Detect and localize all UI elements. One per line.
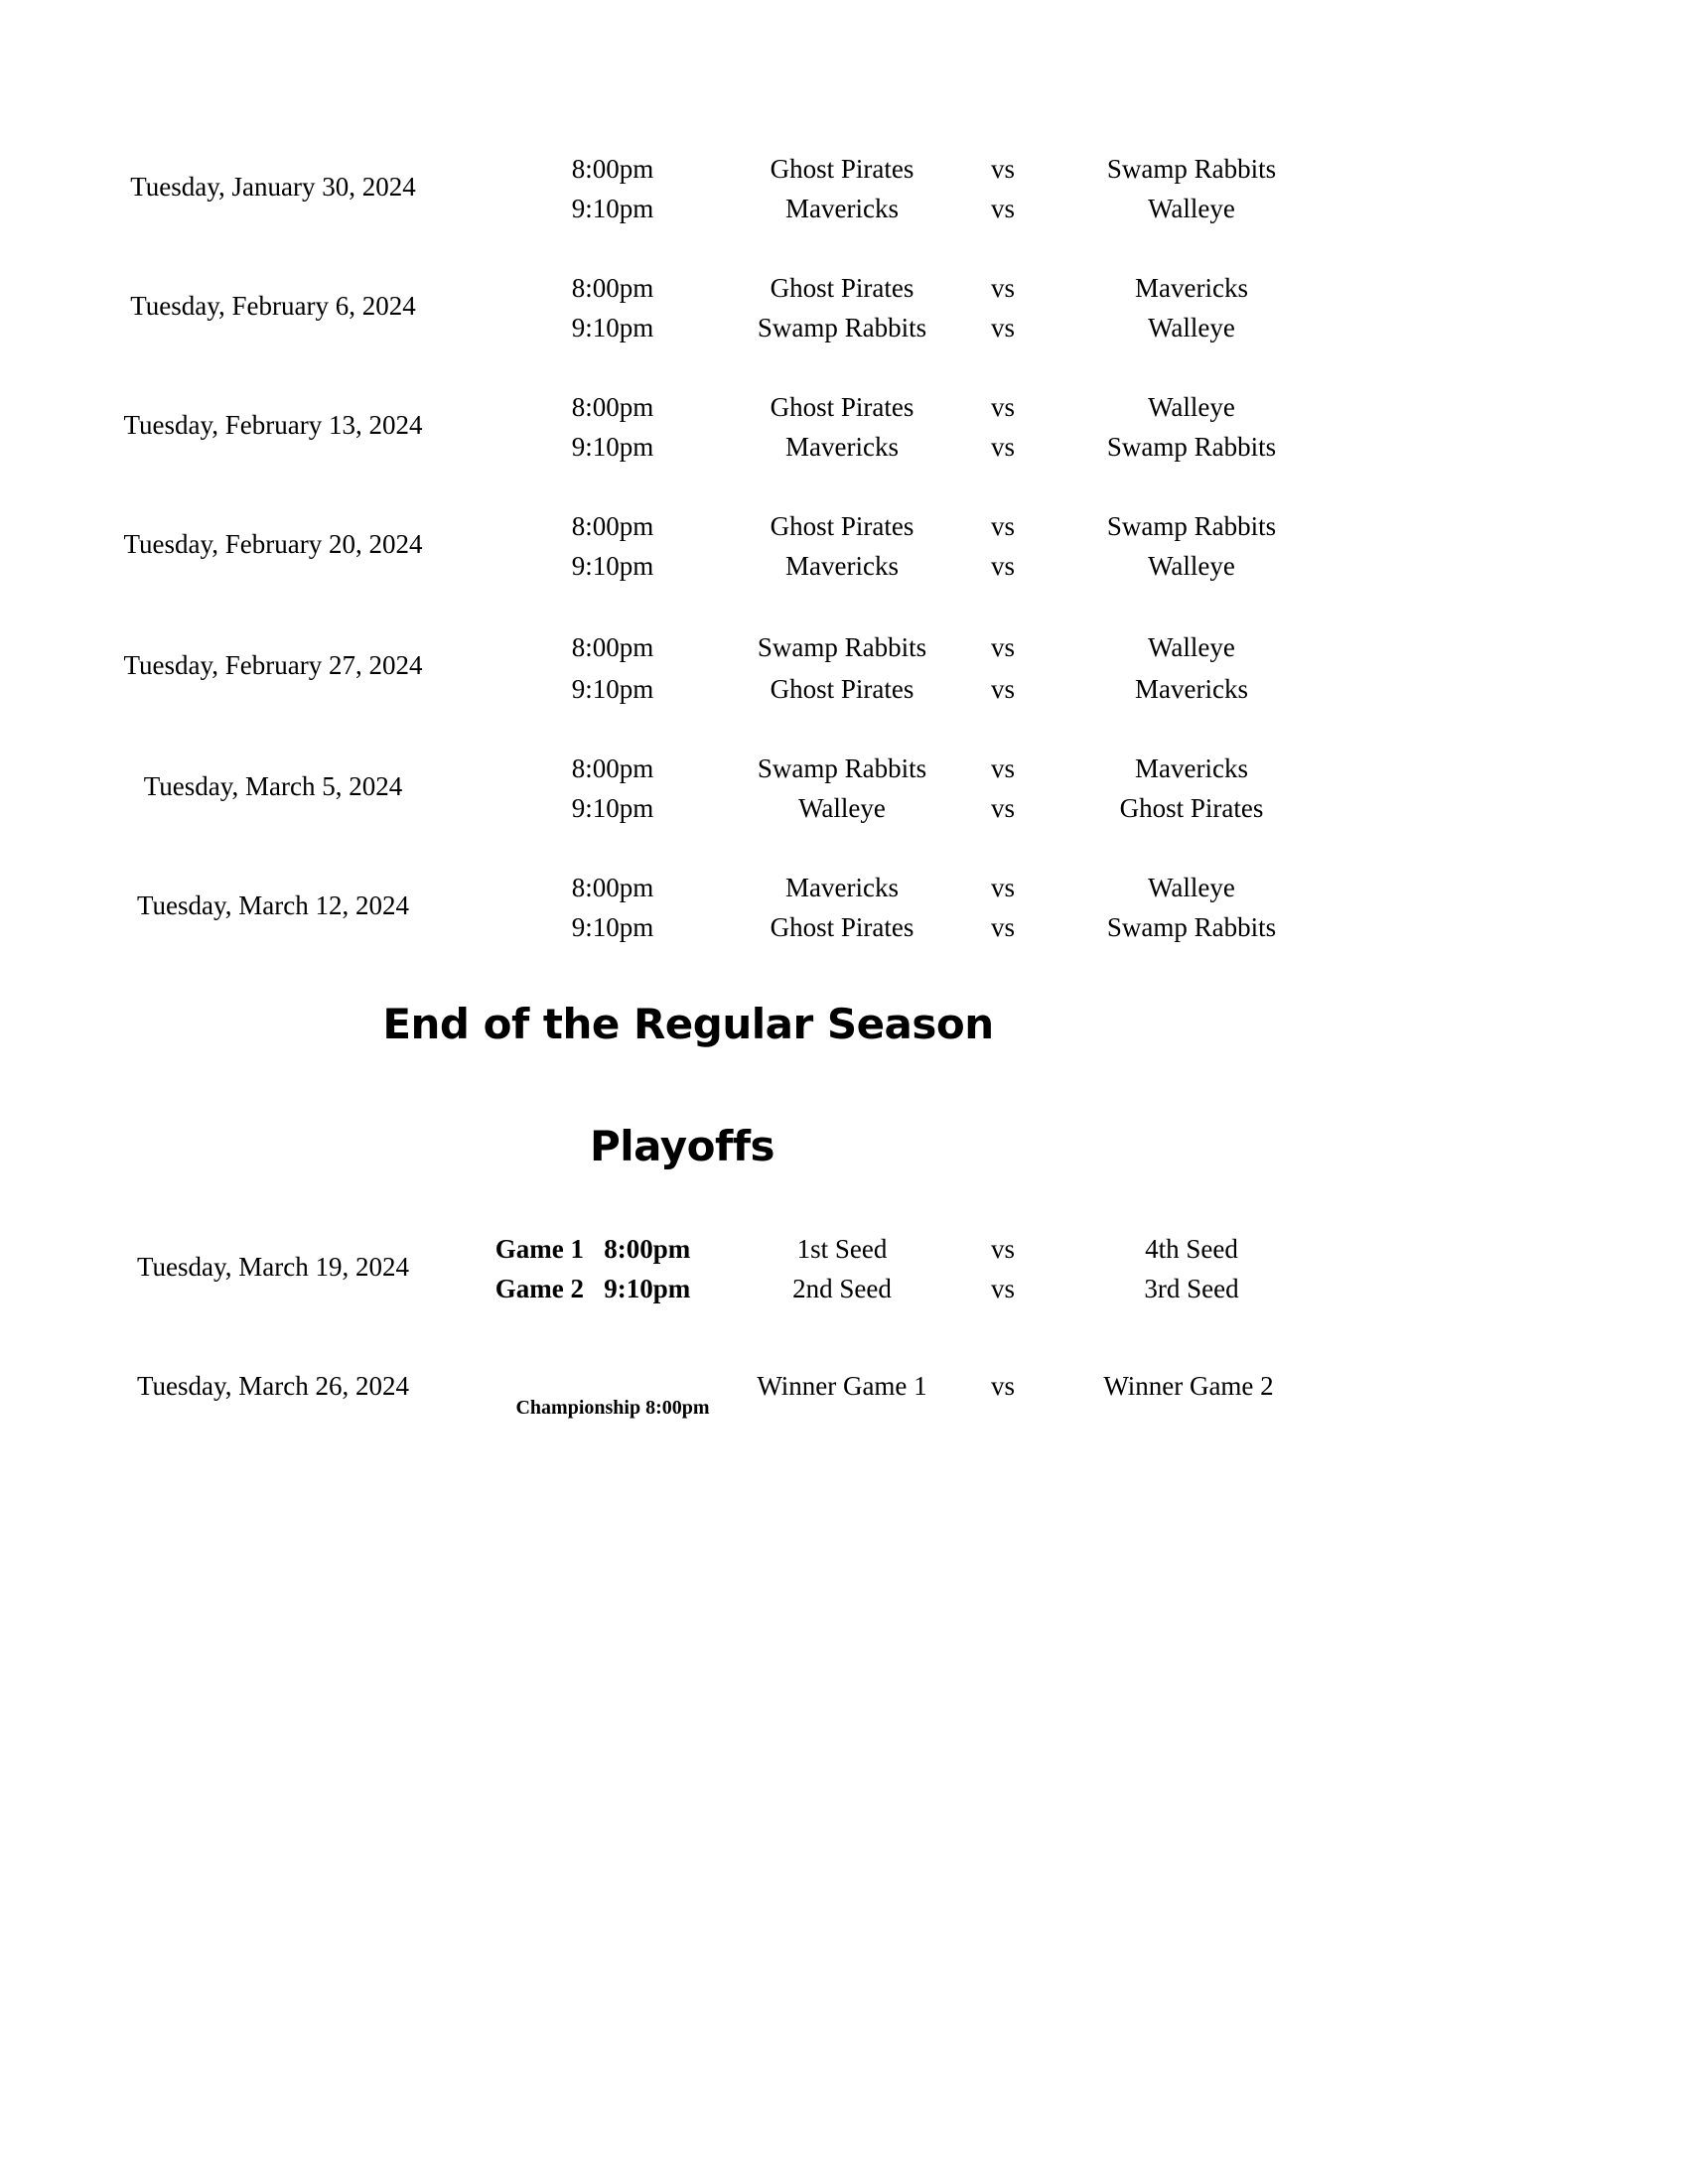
away-team: Swamp Rabbits bbox=[1106, 154, 1277, 184]
game-time: 8:00pm bbox=[571, 392, 654, 422]
away-team: Winner Game 2 bbox=[1103, 1371, 1274, 1401]
championship-date: Tuesday, March 26, 2024 bbox=[137, 1371, 409, 1401]
home-team: Swamp Rabbits bbox=[757, 753, 927, 783]
game-date: Tuesday, February 6, 2024 bbox=[130, 291, 416, 321]
versus-label: vs bbox=[990, 154, 1016, 184]
home-team: 1st Seed bbox=[796, 1234, 888, 1264]
away-team: Mavericks bbox=[1135, 674, 1248, 704]
game-time: 8:00pm bbox=[571, 154, 654, 184]
playoff-game-label: Game 2 9:10pm bbox=[494, 1274, 691, 1303]
home-team: Mavericks bbox=[785, 873, 899, 902]
game-date: Tuesday, January 30, 2024 bbox=[130, 172, 416, 202]
home-team: 2nd Seed bbox=[792, 1274, 892, 1303]
game-date: Tuesday, February 20, 2024 bbox=[123, 529, 423, 559]
away-team: Walleye bbox=[1148, 551, 1235, 581]
game-time: 9:10pm bbox=[571, 194, 654, 223]
game-time: 9:10pm bbox=[571, 551, 654, 581]
game-date: Tuesday, March 5, 2024 bbox=[143, 771, 403, 801]
versus-label: vs bbox=[990, 432, 1016, 462]
away-team: Swamp Rabbits bbox=[1106, 912, 1277, 942]
away-team: Swamp Rabbits bbox=[1106, 511, 1277, 541]
home-team: Ghost Pirates bbox=[770, 273, 914, 303]
game-time: 9:10pm bbox=[571, 793, 654, 823]
home-team: Ghost Pirates bbox=[770, 392, 914, 422]
versus-label: vs bbox=[990, 753, 1016, 783]
game-date: Tuesday, February 27, 2024 bbox=[123, 650, 423, 680]
away-team: Mavericks bbox=[1135, 753, 1248, 783]
versus-label: vs bbox=[990, 273, 1016, 303]
game-date: Tuesday, March 12, 2024 bbox=[137, 890, 409, 920]
home-team: Mavericks bbox=[785, 551, 899, 581]
home-team: Winner Game 1 bbox=[757, 1371, 927, 1401]
versus-label: vs bbox=[990, 1274, 1016, 1303]
home-team: Swamp Rabbits bbox=[757, 313, 927, 342]
away-team: Mavericks bbox=[1135, 273, 1248, 303]
game-time: 8:00pm bbox=[571, 753, 654, 783]
playoffs-heading: Playoffs bbox=[589, 1122, 775, 1170]
versus-label: vs bbox=[990, 551, 1016, 581]
versus-label: vs bbox=[990, 873, 1016, 902]
away-team: 4th Seed bbox=[1145, 1234, 1238, 1264]
versus-label: vs bbox=[990, 1234, 1016, 1264]
versus-label: vs bbox=[990, 1371, 1016, 1401]
home-team: Mavericks bbox=[785, 194, 899, 223]
playoff-game-label: Game 1 8:00pm bbox=[494, 1234, 691, 1264]
championship-label: Championship 8:00pm bbox=[515, 1397, 710, 1419]
home-team: Ghost Pirates bbox=[770, 154, 914, 184]
away-team: Ghost Pirates bbox=[1119, 793, 1264, 823]
game-time: 8:00pm bbox=[571, 273, 654, 303]
home-team: Walleye bbox=[798, 793, 886, 823]
versus-label: vs bbox=[990, 793, 1016, 823]
game-time: 8:00pm bbox=[571, 873, 654, 902]
versus-label: vs bbox=[990, 194, 1016, 223]
game-time: 8:00pm bbox=[571, 632, 654, 662]
versus-label: vs bbox=[990, 313, 1016, 342]
game-date: Tuesday, February 13, 2024 bbox=[123, 410, 423, 440]
away-team: Walleye bbox=[1148, 873, 1235, 902]
game-time: 9:10pm bbox=[571, 912, 654, 942]
home-team: Ghost Pirates bbox=[770, 511, 914, 541]
away-team: 3rd Seed bbox=[1144, 1274, 1239, 1303]
versus-label: vs bbox=[990, 392, 1016, 422]
versus-label: vs bbox=[990, 912, 1016, 942]
away-team: Walleye bbox=[1148, 194, 1235, 223]
away-team: Walleye bbox=[1148, 313, 1235, 342]
playoff-date: Tuesday, March 19, 2024 bbox=[137, 1252, 409, 1282]
game-time: 9:10pm bbox=[571, 674, 654, 704]
home-team: Swamp Rabbits bbox=[757, 632, 927, 662]
home-team: Ghost Pirates bbox=[770, 674, 914, 704]
versus-label: vs bbox=[990, 632, 1016, 662]
game-time: 8:00pm bbox=[571, 511, 654, 541]
end-of-season-heading: End of the Regular Season bbox=[382, 1000, 994, 1048]
away-team: Swamp Rabbits bbox=[1106, 432, 1277, 462]
versus-label: vs bbox=[990, 674, 1016, 704]
home-team: Mavericks bbox=[785, 432, 899, 462]
home-team: Ghost Pirates bbox=[770, 912, 914, 942]
versus-label: vs bbox=[990, 511, 1016, 541]
game-time: 9:10pm bbox=[571, 313, 654, 342]
game-time: 9:10pm bbox=[571, 432, 654, 462]
away-team: Walleye bbox=[1148, 632, 1235, 662]
away-team: Walleye bbox=[1148, 392, 1235, 422]
